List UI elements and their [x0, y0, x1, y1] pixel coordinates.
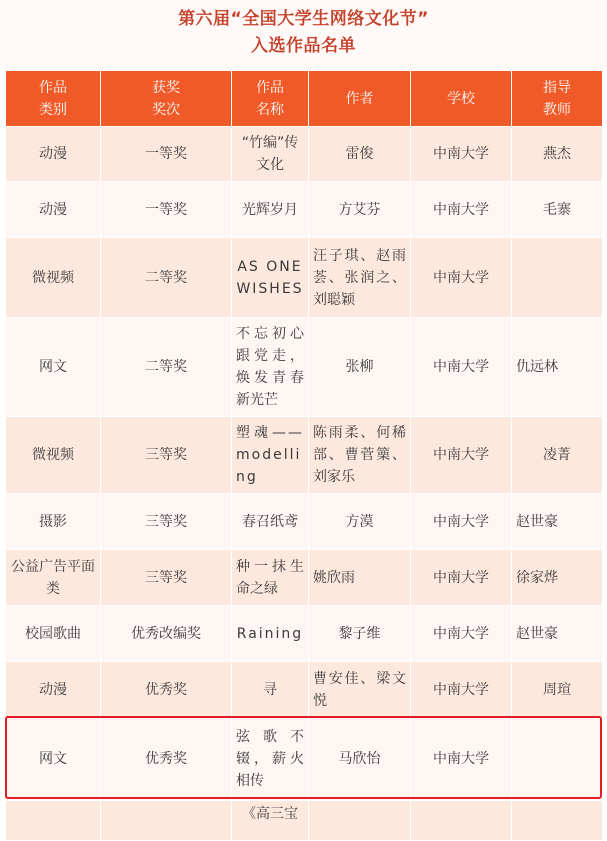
cell-school: 中南大学	[411, 606, 512, 662]
table-row	[6, 182, 603, 238]
page-subtitle: 入选作品名单	[251, 36, 356, 56]
award-table	[5, 70, 603, 841]
cell-work-name: 春召纸鸢	[232, 494, 309, 550]
cell-author: 陈雨柔、何稀部、曹菅篥、刘家乐	[309, 417, 411, 494]
table-row	[6, 318, 603, 417]
cell-advisor: 赵世豪	[512, 494, 603, 550]
header-row	[6, 71, 603, 127]
cell-advisor	[512, 238, 603, 318]
cell-award: 优秀奖	[101, 662, 232, 718]
header-author: 作者	[309, 71, 411, 127]
cell-award: 三等奖	[101, 417, 232, 494]
table-row	[6, 417, 603, 494]
cell-category: 校园歌曲	[6, 606, 101, 662]
header-school: 学校	[411, 71, 512, 127]
cell-work-name: 《高三宝	[232, 801, 309, 841]
cell-work-name: 光辉岁月	[232, 182, 309, 238]
cell-category: 动漫	[6, 127, 101, 182]
header-work-name: 作品 名称	[232, 71, 309, 127]
cell-advisor	[512, 718, 603, 801]
table-row	[6, 127, 603, 182]
header-category: 作品 类别	[6, 71, 101, 127]
cell-category: 动漫	[6, 662, 101, 718]
cell-award	[101, 801, 232, 841]
title-block	[0, 0, 607, 70]
cell-author: 雷俊	[309, 127, 411, 182]
cell-author: 马欣怡	[309, 718, 411, 801]
table-row	[6, 238, 603, 318]
table-row	[6, 662, 603, 718]
cell-advisor: 凌菁	[512, 417, 603, 494]
cell-category: 微视频	[6, 238, 101, 318]
cell-award: 一等奖	[101, 127, 232, 182]
table-row	[6, 494, 603, 550]
cell-award: 三等奖	[101, 550, 232, 606]
cell-award: 一等奖	[101, 182, 232, 238]
cell-award: 优秀奖	[101, 718, 232, 801]
cell-school: 中南大学	[411, 550, 512, 606]
cell-category: 动漫	[6, 182, 101, 238]
page-title: 第六届“全国大学生网络文化节”	[178, 9, 429, 29]
cell-school: 中南大学	[411, 662, 512, 718]
cell-author: 方漠	[309, 494, 411, 550]
cell-author: 方艾芬	[309, 182, 411, 238]
cell-work-name: 寻	[232, 662, 309, 718]
cell-author: 曹安佳、梁文悦	[309, 662, 411, 718]
cell-advisor: 仇远林	[512, 318, 603, 417]
cell-category: 网文	[6, 718, 101, 801]
header-advisor: 指导 教师	[512, 71, 603, 127]
cell-school: 中南大学	[411, 318, 512, 417]
cell-work-name: 弦歌不辍，薪火相传	[232, 718, 309, 801]
cell-school: 中南大学	[411, 127, 512, 182]
table-row	[6, 801, 603, 841]
cell-category: 公益广告平面类	[6, 550, 101, 606]
cell-school: 中南大学	[411, 494, 512, 550]
cell-school: 中南大学	[411, 238, 512, 318]
cell-category: 摄影	[6, 494, 101, 550]
header-award: 获奖 奖次	[101, 71, 232, 127]
cell-advisor: 毛寨	[512, 182, 603, 238]
cell-work-name: AS ONE WISHES	[232, 238, 309, 318]
cell-advisor	[512, 801, 603, 841]
cell-school: 中南大学	[411, 417, 512, 494]
cell-advisor: 赵世豪	[512, 606, 603, 662]
cell-author	[309, 801, 411, 841]
cell-award: 二等奖	[101, 318, 232, 417]
cell-school: 中南大学	[411, 718, 512, 801]
cell-category: 网文	[6, 318, 101, 417]
cell-advisor: 燕杰	[512, 127, 603, 182]
cell-category	[6, 801, 101, 841]
cell-work-name: Raining	[232, 606, 309, 662]
cell-work-name: 不忘初心跟党走，焕发青春新光芒	[232, 318, 309, 417]
cell-author: 黎子维	[309, 606, 411, 662]
cell-author: 姚欣雨	[309, 550, 411, 606]
table-row	[6, 606, 603, 662]
table-row	[6, 718, 603, 801]
cell-work-name: 种一抹生命之绿	[232, 550, 309, 606]
cell-school	[411, 801, 512, 841]
cell-author: 汪子琪、赵雨荟、张润之、刘聪颖	[309, 238, 411, 318]
cell-advisor: 徐家烨	[512, 550, 603, 606]
cell-work-name: “竹编”传文化	[232, 127, 309, 182]
cell-award: 二等奖	[101, 238, 232, 318]
table-row	[6, 550, 603, 606]
cell-advisor: 周瑄	[512, 662, 603, 718]
cell-author: 张柳	[309, 318, 411, 417]
cell-award: 优秀改编奖	[101, 606, 232, 662]
cell-category: 微视频	[6, 417, 101, 494]
cell-award: 三等奖	[101, 494, 232, 550]
cell-school: 中南大学	[411, 182, 512, 238]
cell-work-name: 塑魂——modelling	[232, 417, 309, 494]
